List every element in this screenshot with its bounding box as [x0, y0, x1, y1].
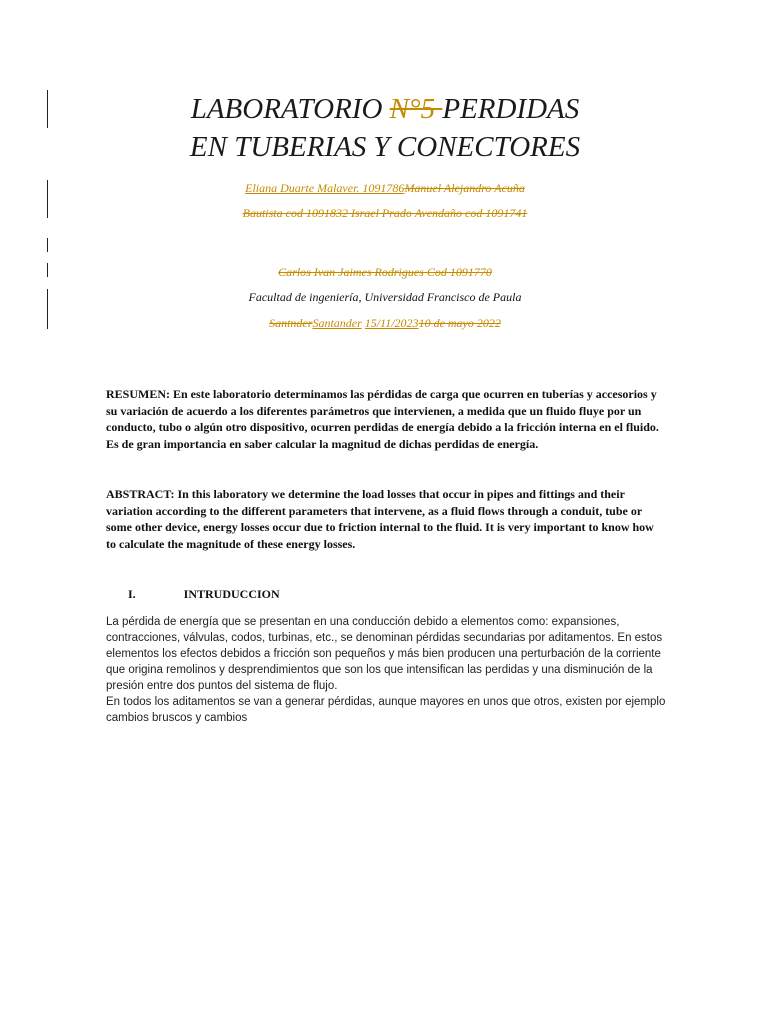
change-bar — [47, 180, 48, 218]
date-deleted: 10 de mayo 2022 — [418, 316, 501, 330]
section-number: I. — [128, 587, 136, 601]
author-inserted: Eliana Duarte Malaver. 1091786 — [245, 181, 405, 195]
document-title — [150, 90, 620, 166]
author-deleted: Bautista cod 1091832 Israel Prado Avendaño cod 1091741 — [242, 206, 528, 220]
authors-line — [120, 205, 650, 221]
resumen-paragraph: RESUMEN: En este laboratorio determinamos las pérdidas de carga que ocurren en tuberías y accesorios y su variación de acuerdo a los diferentes parámetros que intervienen, a medida que un fluido fluye por un conducto, tubo o algún otro dispositivo, ocurren perdidas de energía debido a la fricción interna en el fluido. Es de gran importancia en saber calcular la magnitud de dichas perdidas de energía. — [106, 387, 659, 451]
change-bar — [47, 289, 48, 329]
change-bar — [47, 263, 48, 277]
intro-paragraph: La pérdida de energía que se presentan en una conducción debido a elementos como: expansiones, contracciones, válvulas, codos, turbinas, etc., se denominan pérdidas secundarias por aditamentos. En estos elementos los efectos debidos a fricción son pequeños y más bien producen una perturbación de la corriente que origina remolinos y desprendimientos que son los que intensifican las perdidas y una disminución de la presión entre dos puntos del sistema de flujo. — [106, 616, 663, 692]
title-text: LABORATORIO — [190, 93, 390, 125]
title-deleted-text: N°5 — [389, 93, 443, 125]
place-date — [120, 315, 650, 331]
author-deleted: Manuel Alejandro Acuña — [404, 181, 525, 195]
change-bar — [47, 238, 48, 252]
date-inserted: 15/11/2023 — [364, 316, 419, 330]
introduction-body — [106, 614, 666, 726]
change-bar — [47, 90, 48, 128]
authors-line — [120, 264, 650, 280]
authors-line — [120, 180, 650, 196]
title-text: EN TUBERIAS Y CONECTORES — [189, 131, 581, 163]
author-deleted: Carlos Ivan Jaimes Rodrigues Cod 1091770 — [278, 265, 492, 279]
title-text: PERDIDAS — [442, 93, 580, 125]
section-heading — [128, 587, 280, 602]
intro-paragraph: En todos los aditamentos se van a generar pérdidas, aunque mayores en unos que otros, existen por ejemplo cambios bruscos y cambios — [106, 696, 666, 724]
section-title: INTRUDUCCION — [183, 587, 280, 601]
abstract-paragraph: ABSTRACT: In this laboratory we determine the load losses that occur in pipes and fittings and their variation according to the different parameters that intervene, as a fluid flows through a conduit, tube or some other device, energy losses occur due to friction internal to the fluid. It is very important to know how to calculate the magnitude of these energy losses. — [106, 487, 654, 551]
affiliation: Facultad de ingeniería, Universidad Francisco de Paula — [248, 290, 522, 304]
place-inserted: Santander — [312, 316, 362, 330]
place-deleted: Santnder — [269, 316, 313, 330]
